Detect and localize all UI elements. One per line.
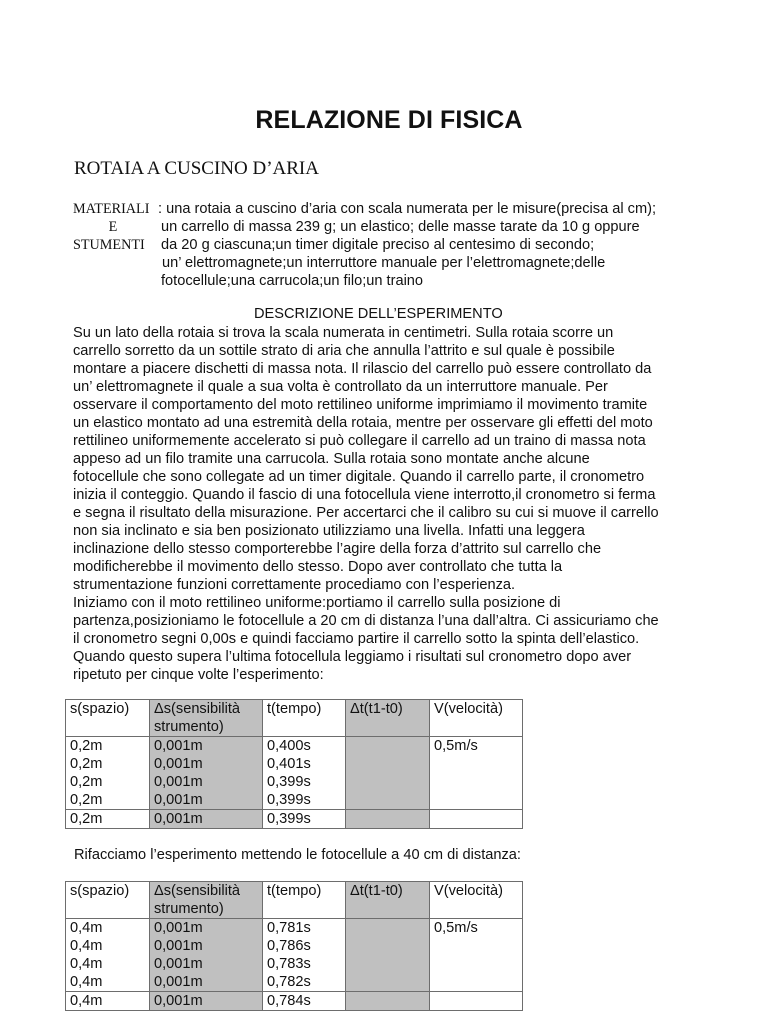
cell-value: 0,001m <box>154 774 203 790</box>
description-heading: DESCRIZIONE DELL’ESPERIMENTO <box>254 306 503 322</box>
header-cell: s(spazio) <box>66 700 150 737</box>
table-cell <box>66 737 150 810</box>
document-title: RELAZIONE DI FISICA <box>255 106 523 134</box>
cell-value: 0,400s <box>267 738 311 754</box>
cell-value: 0,001m <box>154 756 203 772</box>
header-cell <box>150 882 263 919</box>
header-cell-line: Δs(sensibilità <box>154 701 240 717</box>
cell-value: 0,2m <box>70 756 103 772</box>
table-header-row <box>66 700 523 737</box>
table-cell <box>263 737 346 810</box>
table-cell: 0,399s <box>263 810 346 829</box>
cell-value: 0,2m <box>70 738 103 754</box>
table-cell: 0,5m/s <box>430 919 523 992</box>
table-row <box>66 737 523 810</box>
cell-value: 0,001m <box>154 974 203 990</box>
table-cell <box>263 919 346 992</box>
cell-value: 0,782s <box>267 974 311 990</box>
body-line: osservare il comportamento del moto rettilineo uniforme imprimiamo il movimento tramite <box>73 397 648 413</box>
header-cell <box>150 700 263 737</box>
header-cell: Δt(t1-t0) <box>346 700 430 737</box>
cell-value: 0,401s <box>267 756 311 772</box>
cell-value: 0,2m <box>70 792 103 808</box>
materials-label-line: E <box>108 219 118 235</box>
body-line: non sia inclinato e sia ben posizionato utilizziamo una livella. Infatti una leggera <box>73 523 585 539</box>
header-cell-line: strumento) <box>154 719 224 735</box>
cell-value: 0,001m <box>154 956 203 972</box>
cell-value: 0,399s <box>267 774 311 790</box>
description-body <box>73 324 723 684</box>
header-cell: V(velocità) <box>430 700 523 737</box>
cell-value: 0,001m <box>154 938 203 954</box>
body-line: inizia il conteggio. Quando il fascio di una fotocellula viene interrotto,il cronometro si ferma <box>73 487 656 503</box>
cell-value: 0,4m <box>70 956 103 972</box>
header-cell: t(tempo) <box>263 882 346 919</box>
header-cell-line: Δs(sensibilità <box>154 883 240 899</box>
cell-value: 0,4m <box>70 920 103 936</box>
results-table-20cm <box>65 699 523 829</box>
table-cell: 0,2m <box>66 810 150 829</box>
table-cell: 0,4m <box>66 992 150 1011</box>
table-cell <box>346 737 430 810</box>
body-line: appeso ad un filo tramite una carrucola. Sulla rotaia sono montate anche alcune <box>73 451 590 467</box>
header-cell: Δt(t1-t0) <box>346 882 430 919</box>
cell-value: 0,4m <box>70 938 103 954</box>
body-line: un elastico montato ad una estremità della rotaia, mentre per osservare gli effetti del moto <box>73 415 653 431</box>
header-cell: V(velocità) <box>430 882 523 919</box>
header-cell: t(tempo) <box>263 700 346 737</box>
materials-line: fotocellule;una carrucola;un filo;un traino <box>161 273 424 289</box>
table-cell <box>150 737 263 810</box>
body-line: rettilineo uniformemente accelerato si può collegare il carrello ad un traino di massa nota <box>73 433 646 449</box>
table-cell <box>430 810 523 829</box>
materials-label-line: MATERIALI <box>73 201 150 217</box>
table-cell: 0,001m <box>150 992 263 1011</box>
table-row <box>66 919 523 992</box>
results-table-40cm <box>65 881 523 1011</box>
cell-value: 0,781s <box>267 920 311 936</box>
cell-value: 0,001m <box>154 738 203 754</box>
table-cell: 0,5m/s <box>430 737 523 810</box>
body-line: Quando questo supera l’ultima fotocellula leggiamo i risultati sul cronometro dopo aver <box>73 649 632 665</box>
body-line: fotocellule che sono collegate ad un timer digitale. Quando il carrello parte, il cronometro <box>73 469 645 485</box>
cell-value: 0,786s <box>267 938 311 954</box>
materials-label-line: STUMENTI <box>73 237 145 253</box>
table-row <box>66 992 523 1011</box>
body-line: ripetuto per cinque volte l’esperimento: <box>73 667 324 683</box>
table-cell <box>346 810 430 829</box>
cell-value: 0,783s <box>267 956 311 972</box>
cell-value: 0,4m <box>70 974 103 990</box>
header-cell-line: strumento) <box>154 901 224 917</box>
cell-value: 0,001m <box>154 920 203 936</box>
table-row <box>66 810 523 829</box>
mid-paragraph: Rifacciamo l’esperimento mettendo le fotocellule a 40 cm di distanza: <box>74 847 521 863</box>
table-cell <box>346 992 430 1011</box>
materials-line: un carrello di massa 239 g; un elastico; delle masse tarate da 10 g oppure <box>161 219 640 235</box>
body-line: Su un lato della rotaia si trova la scala numerata in centimetri. Sulla rotaia scorre un <box>73 325 614 341</box>
body-line: il cronometro segni 0,00s e quindi facciamo partire il carrello sotto la spinta dell’elastico. <box>73 631 640 647</box>
table-cell <box>430 992 523 1011</box>
body-line: Iniziamo con il moto rettilineo uniforme:portiamo il carrello sulla posizione di <box>73 595 561 611</box>
body-line: partenza,posizioniamo le fotocellule a 20 cm di distanza l’una dall’altra. Ci assicuriamo che <box>73 613 659 629</box>
header-cell: s(spazio) <box>66 882 150 919</box>
materials-label <box>73 200 163 254</box>
body-line: e segna il risultato della misurazione. Per accertarci che il calibro su cui si muove il carrello <box>73 505 659 521</box>
cell-value: 0,2m <box>70 774 103 790</box>
materials-line: : una rotaia a cuscino d’aria con scala numerata per le misure(precisa al cm); <box>158 201 657 217</box>
cell-value: 0,399s <box>267 792 311 808</box>
body-line: montare a piacere dischetti di massa nota. Il rilascio del carrello può essere controllato da <box>73 361 652 377</box>
body-line: inclinazione dello stesso comporterebbe l’agire della forza d’attrito sul carrello che <box>73 541 602 557</box>
body-line: carrello sorretto da un sottile strato di aria che annulla l’attrito e sul quale è possibile <box>73 343 615 359</box>
body-line: strumentazione funzioni correttamente procediamo con l’esperienza. <box>73 577 516 593</box>
materials-list <box>158 200 721 290</box>
table-cell: 0,784s <box>263 992 346 1011</box>
document-subtitle: ROTAIA A CUSCINO D’ARIA <box>74 158 319 179</box>
cell-value: 0,001m <box>154 792 203 808</box>
table-header-row <box>66 882 523 919</box>
table-cell <box>346 919 430 992</box>
body-line: modificherebbe il movimento dello stesso. Dopo aver controllato che tutta la <box>73 559 563 575</box>
table-cell <box>150 919 263 992</box>
body-line: un’ elettromagnete il quale a sua volta è controllato da un interruttore manuale. Per <box>73 379 608 395</box>
materials-line: da 20 g ciascuna;un timer digitale preciso al centesimo di secondo; <box>161 237 595 253</box>
table-cell: 0,001m <box>150 810 263 829</box>
table-cell <box>66 919 150 992</box>
materials-line: un’ elettromagnete;un interruttore manuale per l’elettromagnete;delle <box>162 255 606 271</box>
